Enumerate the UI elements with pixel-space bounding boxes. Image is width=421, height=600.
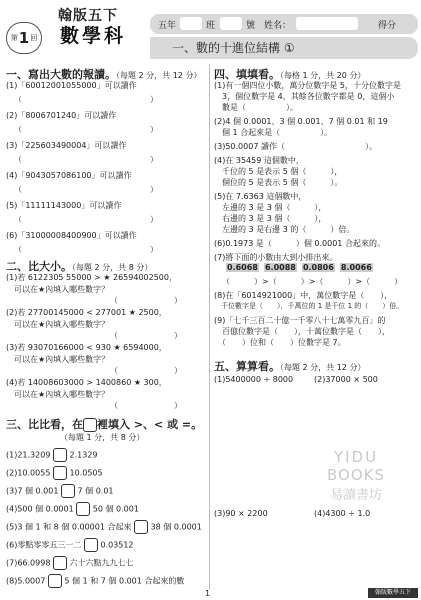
order-number: 6.0088 bbox=[264, 263, 296, 272]
class-field[interactable] bbox=[220, 17, 242, 30]
sec2-q1: (1)若 6122305 55000 > ★ 26594002500， bbox=[6, 273, 177, 282]
subject-title: 數學科 bbox=[60, 25, 127, 47]
answer-box[interactable] bbox=[48, 574, 62, 588]
name-field[interactable] bbox=[296, 17, 358, 30]
sec2-q1-ask: 可以在★內填入哪些數字？ bbox=[14, 285, 110, 294]
section-3-heading-b: 裡填入 >、< 或 =。 bbox=[97, 418, 203, 431]
sec3-q6: (6)零點零零五三一二 0.03512 bbox=[6, 538, 134, 552]
order-answer-row[interactable]: （ ）>（ ）>（ ）>（ ） bbox=[222, 277, 403, 286]
sec5-q3: (3)90 × 2200 bbox=[214, 509, 268, 518]
sec2-q3: (3)若 93070166000 < 930 ★ 6594000， bbox=[6, 343, 167, 352]
sec4-line: (6)0.1973 是（ ）個 0.0001 合起來的。 bbox=[214, 239, 385, 248]
sec4-line: 右邊的 3 是 3 個（ ）， bbox=[214, 214, 327, 223]
answer-box[interactable] bbox=[53, 556, 67, 570]
section-3-title bbox=[6, 416, 202, 432]
class-label: 班 bbox=[206, 21, 216, 31]
sec2-a3[interactable]: （ ） bbox=[110, 366, 182, 375]
sec3-q2: (2)10.0055 10.0505 bbox=[6, 466, 103, 480]
watermark-line3: 易讀書坊 bbox=[329, 488, 382, 503]
sec5-q1: (1)5400000 ÷ 8000 bbox=[214, 375, 294, 384]
sec1-a1[interactable]: （ ） bbox=[14, 95, 158, 104]
sec4-line: (4)在 35459 這個數中， bbox=[214, 156, 304, 165]
sec1-a6[interactable]: （ ） bbox=[14, 245, 158, 254]
order-number: 0.6068 bbox=[227, 263, 258, 272]
issue-badge bbox=[6, 22, 42, 54]
sec4-line: 數是（ ）。 bbox=[214, 103, 298, 112]
sec4-line: (7)將下面的小數由大到小排出來。 bbox=[214, 253, 338, 262]
order-numbers bbox=[226, 263, 373, 272]
sec4-line: 百億位數字是（ ），十萬位數字是（ ）， bbox=[214, 327, 390, 336]
answer-box[interactable] bbox=[53, 448, 67, 462]
sec4-line: 個 1 合起來是（ ）。 bbox=[214, 128, 333, 137]
sec3-q7: (7)66.0998 六十六點九九七七 bbox=[6, 556, 134, 570]
edition-label: 翰版五下 bbox=[58, 8, 118, 24]
section-3-heading-a: 三、比比看，在 bbox=[6, 418, 83, 431]
sec4-line: (2)4 個 0.0001、3 個 0.001、7 個 0.01 和 19 bbox=[214, 117, 388, 126]
sec2-a1[interactable]: （ ） bbox=[110, 296, 182, 305]
sec3-q8: (8)5.0007 5 個 1 和 7 個 0.001 合起來的數 bbox=[6, 574, 184, 588]
sec2-q2-ask: 可以在★內填入哪些數字？ bbox=[14, 320, 110, 329]
compare-box-icon bbox=[83, 418, 97, 432]
section-2-heading: 二、比大小。 bbox=[6, 260, 72, 273]
publisher-watermark bbox=[306, 448, 406, 503]
footer-tag: 翰版數學五下 bbox=[368, 588, 418, 598]
sec3-q4: (4)500 個 0.0001 50 個 0.001 bbox=[6, 502, 139, 516]
sec4-line: （ ）位和（ ）位數字是 7。 bbox=[214, 338, 346, 347]
sec1-q3: (3)「225603490004」可以讀作 bbox=[6, 141, 127, 150]
sec2-q4: (4)若 14008603000 > 1400860 ★ 300， bbox=[6, 378, 167, 387]
section-2-points: （每題 2 分，共 8 分） bbox=[72, 263, 153, 272]
sec1-a4[interactable]: （ ） bbox=[14, 185, 158, 194]
unit-title: 一、數的十進位結構 ① bbox=[150, 37, 418, 59]
answer-box[interactable] bbox=[76, 502, 90, 516]
section-4-points: （每格 1 分，共 20 分） bbox=[280, 71, 366, 80]
watermark-line2: BOOKS bbox=[327, 466, 385, 484]
sec1-q5: (5)「11111143000」可以讀作 bbox=[6, 201, 122, 210]
sec2-q4-ask: 可以在★內填入哪些數字？ bbox=[14, 390, 110, 399]
sec1-q6: (6)「31000008400900」可以讀作 bbox=[6, 231, 137, 240]
sec4-line: (9)「七千三百二十億一千零八十七萬零九百」的 bbox=[214, 316, 386, 325]
sec4-line: 3，個位數字是 4，其餘各位數字都是 0，這個小 bbox=[214, 92, 395, 101]
section-4-heading: 四、填填看。 bbox=[214, 68, 280, 81]
sec1-a2[interactable]: （ ） bbox=[14, 125, 158, 134]
answer-box[interactable] bbox=[84, 538, 98, 552]
worksheet-header bbox=[0, 0, 421, 64]
sec3-q5: (5)3 個 1 和 8 個 0.00001 合起來 38 個 0.0001 bbox=[6, 520, 202, 534]
section-5-title bbox=[214, 358, 365, 374]
issue-prefix: 第 bbox=[10, 34, 18, 42]
name-label: 姓名： bbox=[264, 21, 292, 31]
sec4-line: 左邊的 3 是右邊 3 的（ ）倍。 bbox=[214, 225, 355, 234]
sec1-a5[interactable]: （ ） bbox=[14, 215, 158, 224]
sec4-line: (3)50.0007 讀作（ ）。 bbox=[214, 142, 377, 151]
order-number: 8.0066 bbox=[340, 263, 372, 272]
sec1-q4: (4)「9043057086100」可以讀作 bbox=[6, 171, 132, 180]
sec4-line: (5)在 7.6363 這個數中， bbox=[214, 192, 307, 201]
answer-box[interactable] bbox=[61, 484, 75, 498]
answer-box[interactable] bbox=[53, 466, 67, 480]
answer-box[interactable] bbox=[134, 520, 148, 534]
sec4-line: 左邊的 3 是 3 個（ ）， bbox=[214, 203, 327, 212]
sec5-q2: (2)37000 × 500 bbox=[314, 375, 378, 384]
section-5-heading: 五、算算看。 bbox=[214, 360, 280, 373]
issue-suffix: 回 bbox=[30, 34, 38, 42]
sec2-a2[interactable]: （ ） bbox=[110, 331, 182, 340]
sec4-line: 個位的 5 是表示 5 個（ ）。 bbox=[214, 178, 343, 187]
sec4-line: 千位的 5 是表示 5 個（ ）， bbox=[214, 167, 343, 176]
grade-field[interactable] bbox=[180, 17, 202, 30]
column-divider bbox=[209, 64, 210, 590]
sec1-q1: (1)「60012001055000」可以讀作 bbox=[6, 81, 137, 90]
student-info-bar bbox=[150, 14, 418, 34]
sec4-line: 千位數字是（ ），千萬位的 1 是千位 1 的（ ）倍。 bbox=[214, 302, 404, 310]
section-3-points: （每題 1 分，共 8 分） bbox=[60, 433, 145, 442]
seat-label: 號 bbox=[246, 21, 256, 31]
sec2-a4[interactable]: （ ） bbox=[110, 401, 182, 410]
sec1-a3[interactable]: （ ） bbox=[14, 155, 158, 164]
sec4-line: (8)在「6014921000」中，萬位數字是（ ）， bbox=[214, 291, 393, 300]
sec3-q3: (3)7 個 0.001 7 個 0.01 bbox=[6, 484, 114, 498]
sec2-q2: (2)若 27700145000 < 277001 ★ 2500， bbox=[6, 308, 167, 317]
issue-number: 1 bbox=[18, 29, 30, 47]
grade-label: 五年 bbox=[158, 21, 177, 31]
score-label: 得分 bbox=[378, 21, 397, 31]
sec3-q1: (1)21.3209 2.1329 bbox=[6, 448, 98, 462]
page-number: 1 bbox=[205, 589, 211, 598]
section-1-heading: 一、寫出大數的報讀。 bbox=[6, 68, 116, 81]
watermark-line1: YIDU bbox=[333, 448, 379, 466]
section-1-points: （每題 2 分，共 12 分） bbox=[116, 71, 202, 80]
sec2-q3-ask: 可以在★內填入哪些數字？ bbox=[14, 355, 110, 364]
section-5-points: （每題 2 分，共 12 分） bbox=[280, 363, 366, 372]
sec5-q4: (4)4300 ÷ 1.0 bbox=[314, 509, 371, 518]
sec1-q2: (2)「8006701240」可以讀作 bbox=[6, 111, 117, 120]
order-number: 0.0806 bbox=[302, 263, 334, 272]
sec4-line: (1)有一個四位小數，萬分位數字是 5，十分位數字是 bbox=[214, 81, 401, 90]
